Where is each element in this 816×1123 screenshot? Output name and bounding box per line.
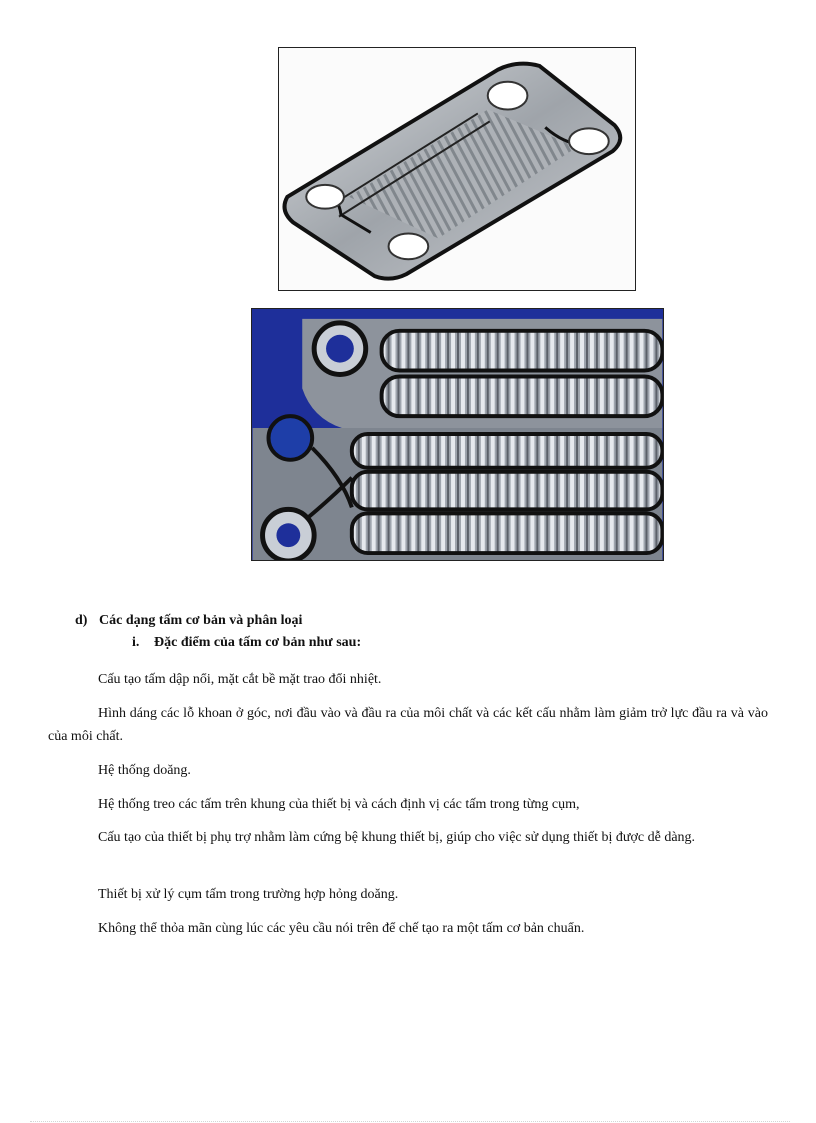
body-paragraph: Cấu tạo của thiết bị phụ trợ nhằm làm cứng bệ khung thiết bị, giúp cho việc sử dụng thiết bị được dễ dàng. <box>98 830 696 845</box>
subsection-title: Đặc điểm của tấm cơ bản như sau: <box>154 635 362 650</box>
body-paragraph: Hệ thống treo các tấm trên khung của thiết bị và cách định vị các tấm trong từng cụm, <box>98 797 580 812</box>
subsection-heading <box>132 635 361 651</box>
section-marker: d) <box>75 613 88 628</box>
page-bottom-rule <box>30 1121 790 1122</box>
subsection-marker: i. <box>132 635 140 650</box>
body-paragraph: Hình dáng các lỗ khoan ở góc, nơi đầu vào và đầu ra của môi chất và các kết cấu nhằm làm giảm trở lực đầu ra và vào của môi chất. <box>48 706 768 744</box>
plate-3d-illustration <box>279 48 635 290</box>
section-heading <box>75 613 302 629</box>
plate-closeup-illustration <box>252 309 663 560</box>
figure-plate-closeup <box>251 308 664 561</box>
body-paragraph: Hệ thống doăng. <box>98 763 191 778</box>
body-paragraph: Không thể thỏa mãn cùng lúc các yêu cầu nói trên để chế tạo ra một tấm cơ bản chuẩn. <box>98 921 585 936</box>
section-title: Các dạng tấm cơ bản và phân loại <box>99 613 303 628</box>
body-paragraph: Cấu tạo tấm dập nổi, mặt cắt bề mặt trao đổi nhiệt. <box>98 672 382 687</box>
body-paragraph: Thiết bị xử lý cụm tấm trong trường hợp hỏng doăng. <box>98 887 399 902</box>
figure-plate-3d <box>278 47 636 291</box>
